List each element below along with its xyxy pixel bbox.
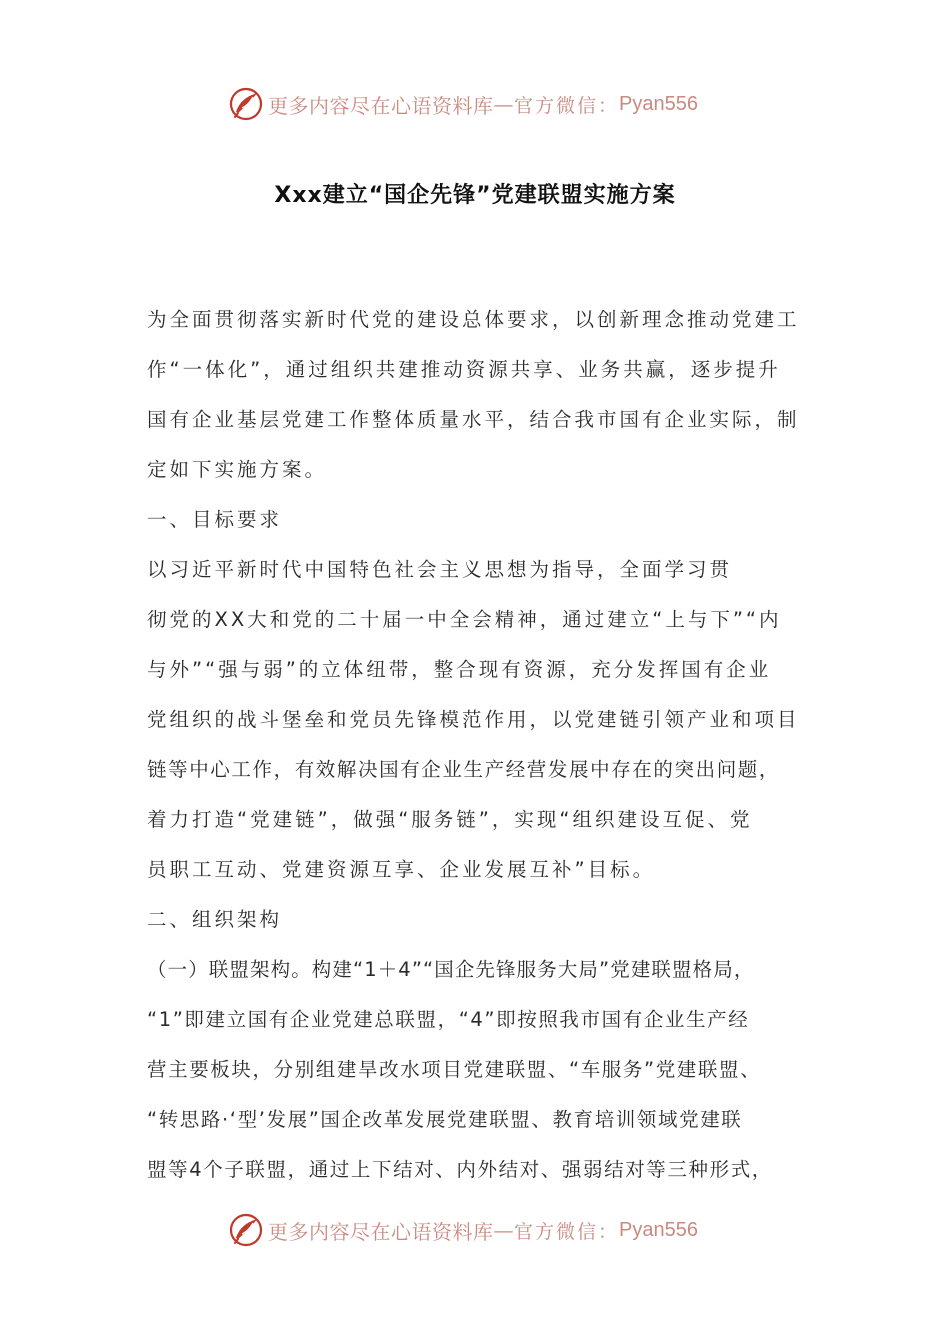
watermark-wechat-id: Pyan556 [619,1218,698,1241]
body-line: 国有企业基层党建工作整体质量水平，结合我市国有企业实际，制 [147,408,800,431]
body-line: 定如下实施方案。 [147,458,328,481]
body-line: 着力打造“党建链”，做强“服务链”，实现“组织建设互促、党 [147,808,753,831]
body-line: “1”即建立国有企业党建总联盟，“4”即按照我市国有企业生产经 [147,1008,750,1031]
watermark-wechat-id: Pyan556 [619,92,698,115]
section-heading-goals: 一、目标要求 [147,508,283,531]
body-line: 盟等4个子联盟，通过上下结对、内外结对、强弱结对等三种形式， [147,1158,773,1181]
body-line: 员职工互动、党建资源互享、企业发展互补”目标。 [147,858,656,881]
body-line: “转思路·‘型’发展”国企改革发展党建联盟、教育培训领域党建联 [147,1108,743,1131]
pen-logo-icon [228,1212,264,1248]
body-line: 与外”“强与弱”的立体纽带，整合现有资源，充分发挥国有企业 [147,658,772,681]
watermark-main-text: 更多内容尽在心语资料库 [268,93,494,118]
watermark-main-text: 更多内容尽在心语资料库 [268,1219,494,1244]
body-line: 为全面贯彻落实新时代党的建设总体要求，以创新理念推动党建工 [147,308,800,331]
document-body [147,301,827,1201]
watermark-dash: — [493,1218,514,1242]
body-line: 以习近平新时代中国特色社会主义思想为指导，全面学习贯 [147,558,733,581]
watermark-dash: — [493,92,514,116]
body-line: （一）联盟架构。构建“1＋4”“国企先锋服务大局”党建联盟格局， [147,958,755,981]
body-line: 营主要板块，分别组建旱改水项目党建联盟、“车服务”党建联盟、 [147,1058,762,1081]
watermark-wechat-label: 官方微信： [514,1220,620,1243]
body-line: 链等中心工作，有效解决国有企业生产经营发展中存在的突出问题， [147,758,781,781]
document-title: Xxx建立“国企先锋”党建联盟实施方案 [274,183,676,208]
watermark-wechat-label: 官方微信： [514,94,620,117]
watermark-banner-top [228,84,698,124]
section-heading-structure: 二、组织架构 [147,908,283,931]
body-line: 党组织的战斗堡垒和党员先锋模范作用，以党建链引领产业和项目 [147,708,800,731]
body-line: 作“一体化”，通过组织共建推动资源共享、业务共赢，逐步提升 [147,358,781,381]
body-line: 彻党的XX大和党的二十届一中全会精神，通过建立“上与下”“内 [147,608,782,631]
pen-logo-icon [228,86,264,122]
watermark-banner-bottom [228,1210,698,1250]
